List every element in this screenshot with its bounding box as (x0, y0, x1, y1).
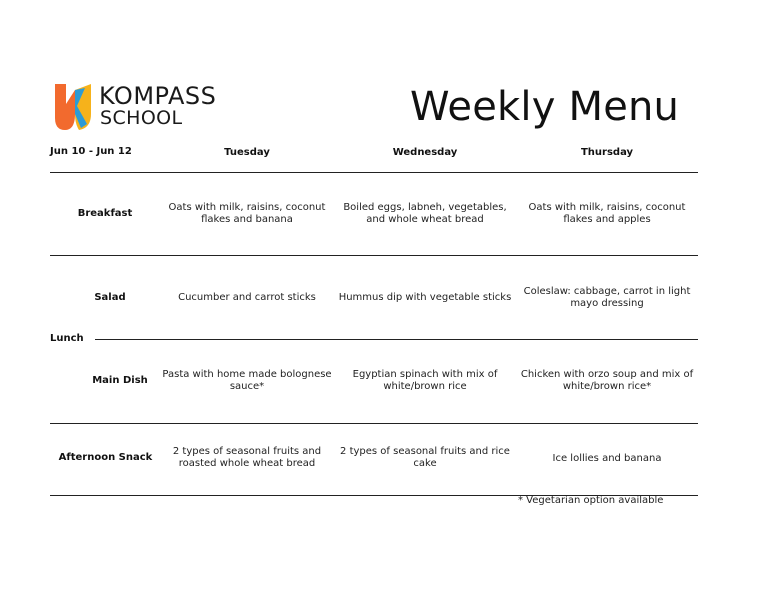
menu-cell: 2 types of seasonal fruits and rice cake (340, 446, 510, 469)
menu-cell: Egyptian spinach with mix of white/brown rice (352, 369, 498, 392)
menu-cell: Oats with milk, raisins, coconut flakes and banana (168, 202, 326, 225)
table-rule (50, 423, 698, 424)
menu-cell: Cucumber and carrot sticks (178, 292, 316, 303)
date-range: Jun 10 - Jun 12 (50, 146, 132, 157)
menu-cell: 2 types of seasonal fruits and roasted whole wheat bread (172, 446, 322, 469)
day-header-thursday: Thursday (580, 147, 634, 158)
menu-cell: Coleslaw: cabbage, carrot in light mayo dressing (523, 286, 691, 309)
menu-cell: Chicken with orzo soup and mix of white/brown rice* (520, 369, 694, 392)
menu-cell: Ice lollies and banana (552, 453, 662, 464)
table-rule (95, 339, 698, 340)
day-header-tuesday: Tuesday (224, 147, 270, 158)
row-label-afternoon-snack: Afternoon Snack (58, 452, 153, 463)
table-rule (50, 255, 698, 256)
row-label-salad: Salad (94, 292, 126, 303)
table-rule (50, 172, 698, 173)
logo-wordmark-top: KOMPASS (99, 82, 217, 110)
kompass-logo-icon (55, 84, 91, 130)
school-logo (55, 84, 215, 134)
row-label-main-dish: Main Dish (92, 375, 148, 386)
menu-cell: Oats with milk, raisins, coconut flakes and apples (528, 202, 686, 225)
page-title: Weekly Menu (410, 84, 680, 130)
footnote: * Vegetarian option available (518, 495, 664, 506)
menu-cell: Hummus dip with vegetable sticks (338, 292, 512, 303)
menu-cell: Boiled eggs, labneh, vegetables, and whole wheat bread (343, 202, 507, 225)
lunch-label: Lunch (50, 333, 84, 344)
day-header-wednesday: Wednesday (392, 147, 458, 158)
row-label-breakfast: Breakfast (77, 208, 133, 219)
menu-cell: Pasta with home made bolognese sauce* (162, 369, 332, 392)
logo-wordmark-bottom: SCHOOL (100, 107, 183, 129)
